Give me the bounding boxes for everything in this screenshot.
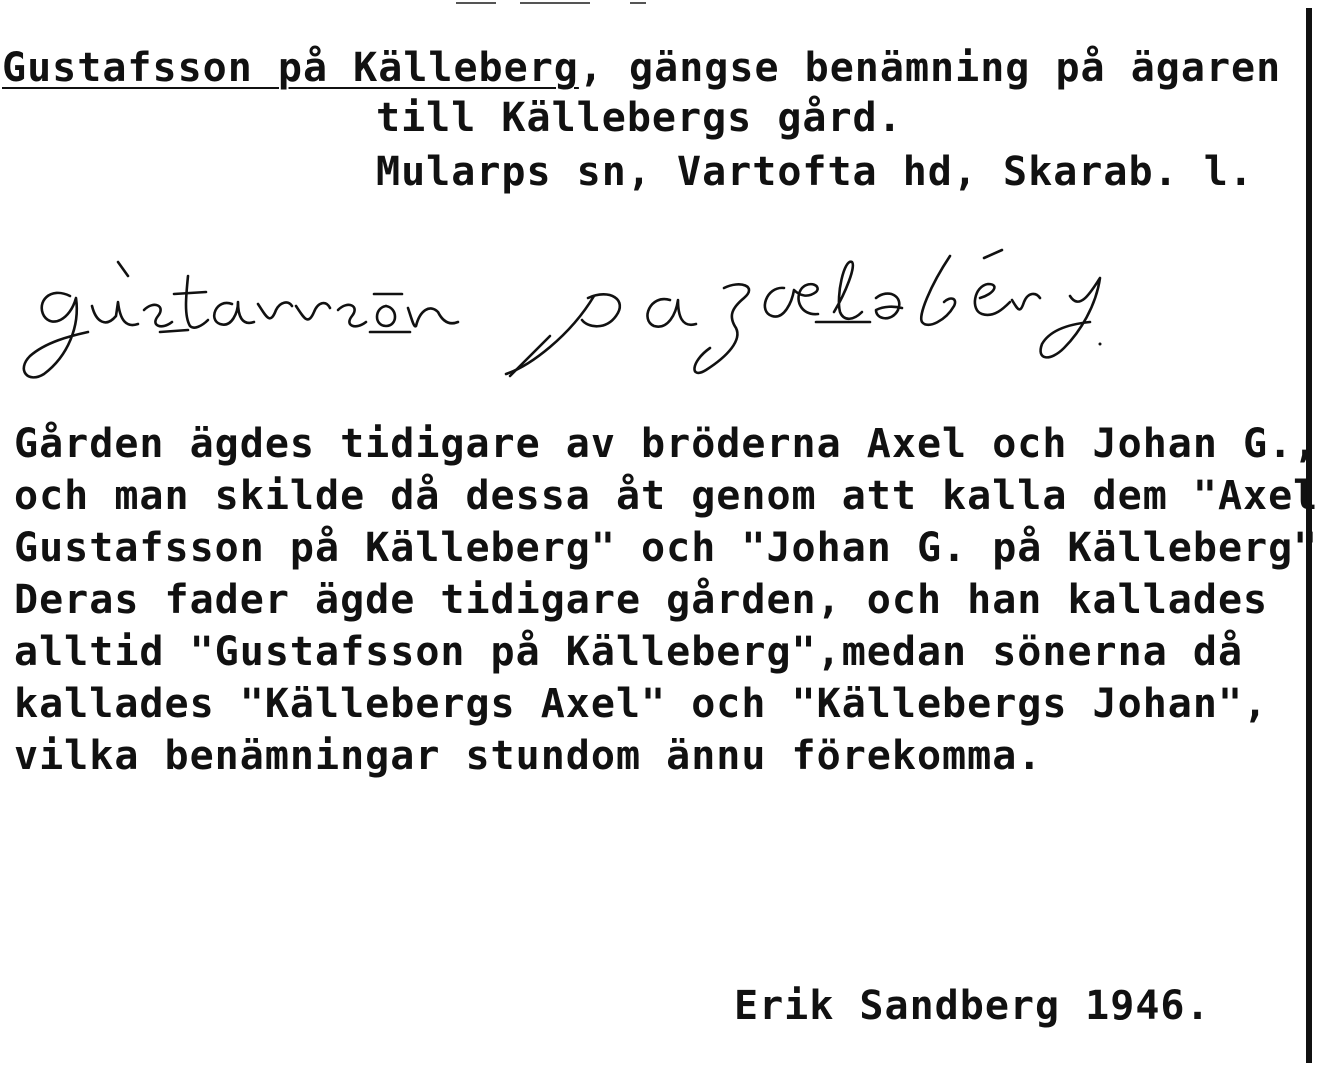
scan-artifact — [630, 2, 646, 4]
body-line: och man skilde då dessa åt genom att kalla dem "Axel — [14, 473, 1319, 519]
body-line: vilka benämningar stundom ännu förekomma. — [14, 733, 1043, 779]
body-paragraph — [14, 418, 1318, 782]
body-line: Deras fader ägde tidigare gården, och han kallades — [14, 577, 1269, 623]
scan-artifact — [456, 2, 496, 4]
heading-term: Gustafsson på Källeberg — [2, 45, 579, 91]
scan-artifact — [520, 2, 590, 4]
body-line: alltid "Gustafsson på Källeberg",medan sönerna då — [14, 629, 1244, 675]
heading-line-1 — [2, 42, 1281, 94]
body-line: Gustafsson på Källeberg" och "Johan G. på Källeberg" — [14, 525, 1319, 571]
body-line: kallades "Källebergs Axel" och "Källebergs Johan", — [14, 681, 1269, 727]
signature: Erik Sandberg 1946. — [734, 983, 1211, 1029]
handwritten-transcription — [10, 236, 1120, 386]
body-line: Gården ägdes tidigare av bröderna Axel och Johan G., — [14, 421, 1319, 467]
heading-rest: , gängse benämning på ägaren — [578, 45, 1282, 91]
heading-line-2: till Källebergs gård. — [376, 95, 903, 141]
heading-location: Mularps sn, Vartofta hd, Skarab. l. — [376, 149, 1254, 195]
